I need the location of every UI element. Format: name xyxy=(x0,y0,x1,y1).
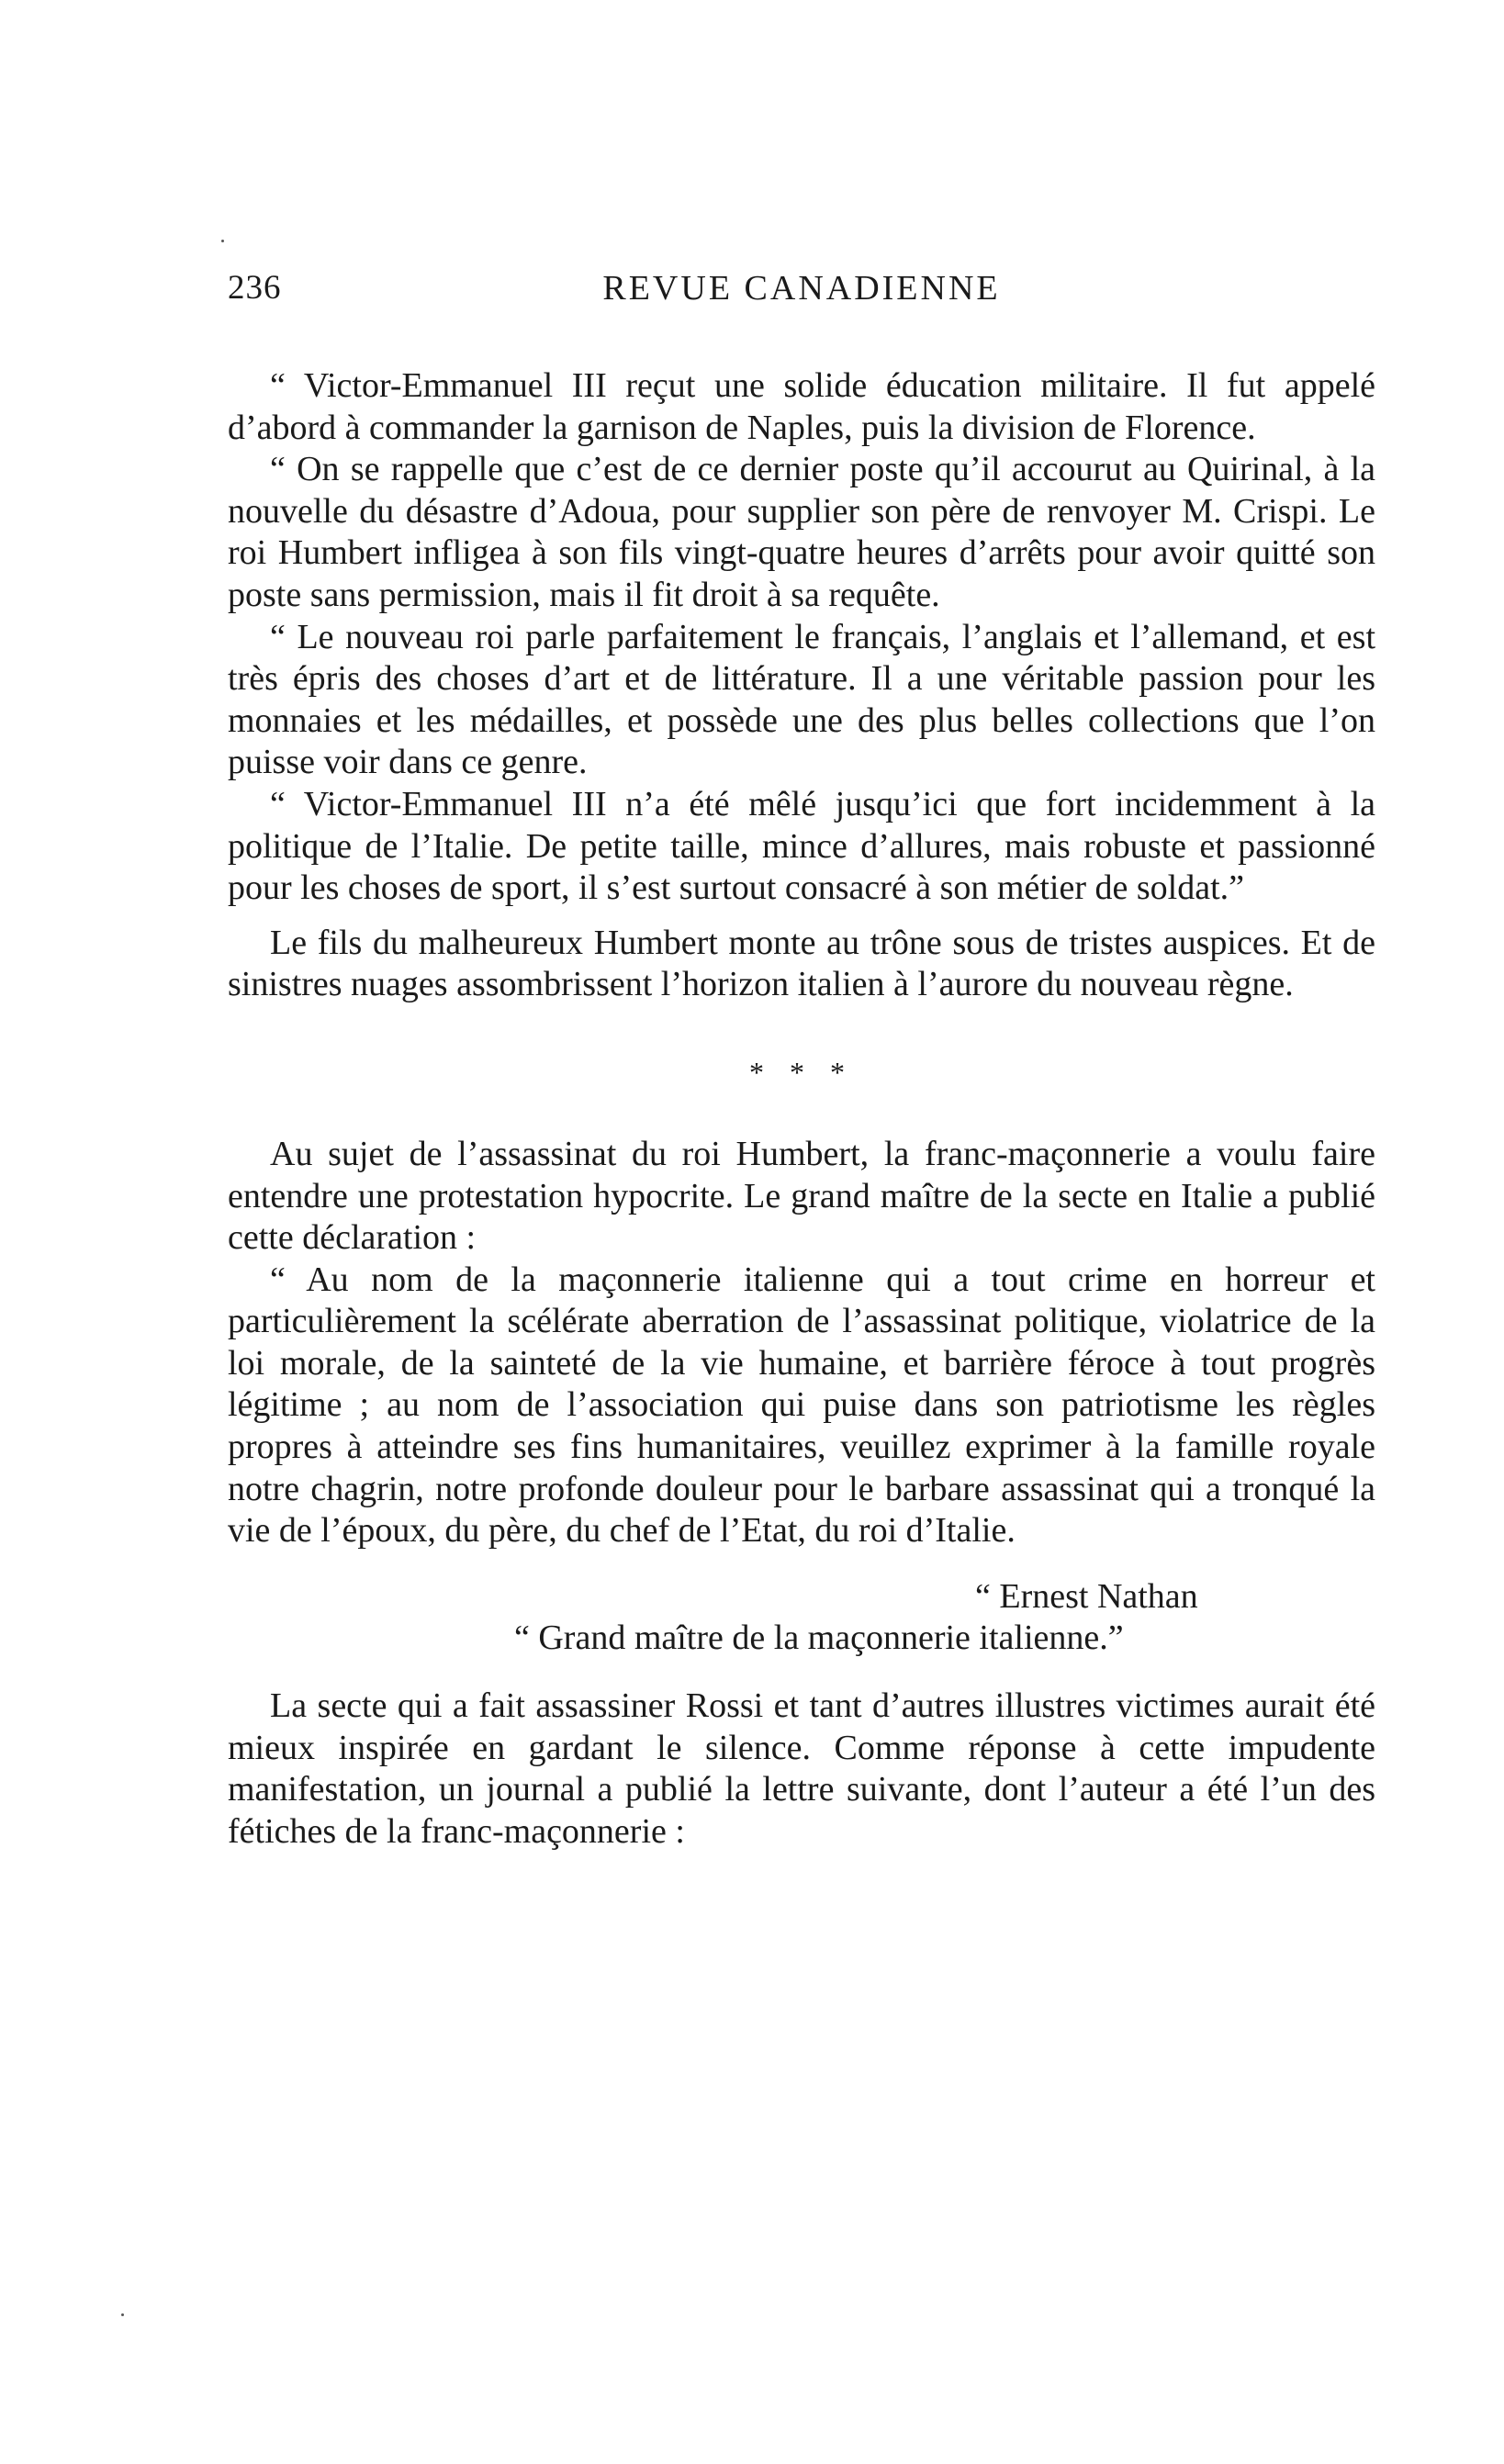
body-paragraph: Le fils du malheureux Humbert monte au trône sous de tristes auspices. Et de sinistres nuages assombrissent l’horizon italien à l’aurore du nouveau règne. xyxy=(228,923,1375,1004)
ink-speck xyxy=(221,240,224,242)
page-number: 236 xyxy=(228,269,282,307)
journal-title: REVUE CANADIENNE xyxy=(602,269,1001,308)
signature-title: “ Grand maître de la maçonnerie italienne.” xyxy=(514,1618,1124,1658)
body-paragraph: Au sujet de l’assassinat du roi Humbert, la franc-maçonnerie a voulu faire entendre une protestation hypocrite. Le grand maître de la secte en Italie a publié cette déclaration : xyxy=(228,1134,1375,1258)
signature-block xyxy=(228,1576,1375,1660)
quoted-declaration: “ Au nom de la maçonnerie italienne qui a tout crime en horreur et particulièrement la scélérate aberration de l’assassinat politique, violatrice de la loi morale, de la sainteté de la vie humaine, et barrière féroce à tout progrès légitime ; au nom de l’association qui puise dans son patriotisme les règles propres à atteindre ses fins humanitaires, veuillez exprimer à la famille royale notre chagrin, notre profonde douleur pour le barbare assassinat qui a tronqué la vie de l’époux, du père, du chef de l’Etat, du roi d’Italie. xyxy=(228,1260,1375,1551)
signature-name: “ Ernest Nathan xyxy=(975,1576,1198,1616)
ink-speck xyxy=(121,2313,124,2316)
body-paragraph: “ Victor-Emmanuel III reçut une solide éducation militaire. Il fut appelé d’abord à commander la garnison de Naples, puis la division de Florence. xyxy=(228,366,1375,447)
document-page xyxy=(228,268,1375,1853)
body-paragraph: “ Victor-Emmanuel III n’a été mêlé jusqu’ici que fort incidemment à la politique de l’Italie. De petite taille, mince d’allures, mais robuste et passionné pour les choses de sport, il s’est surtout consacré à son métier de soldat.” xyxy=(228,784,1375,908)
body-paragraph: “ Le nouveau roi parle parfaitement le français, l’anglais et l’allemand, et est très épris des choses d’art et de littérature. Il a une véritable passion pour les monnaies et les médailles, et possède une des plus belles collections que l’on puisse voir dans ce genre. xyxy=(228,617,1375,782)
body-paragraph: “ On se rappelle que c’est de ce dernier poste qu’il accourut au Quirinal, à la nouvelle du désastre d’Adoua, pour supplier son père de renvoyer M. Crispi. Le roi Humbert infligea à son fils vingt-quatre heures d’arrêts pour avoir quitté son poste sans permission, mais il fit droit à sa requête. xyxy=(228,450,1375,614)
body-paragraph: La secte qui a fait assassiner Rossi et tant d’autres illustres victimes aurait été mieux inspirée en gardant le silence. Comme réponse à cette impudente manifestation, un journal a publié la lettre suivante, dont l’auteur a été l’un des fétiches de la franc-maçonnerie : xyxy=(228,1686,1375,1851)
section-separator: * * * xyxy=(749,1055,854,1089)
running-head xyxy=(228,268,1375,323)
